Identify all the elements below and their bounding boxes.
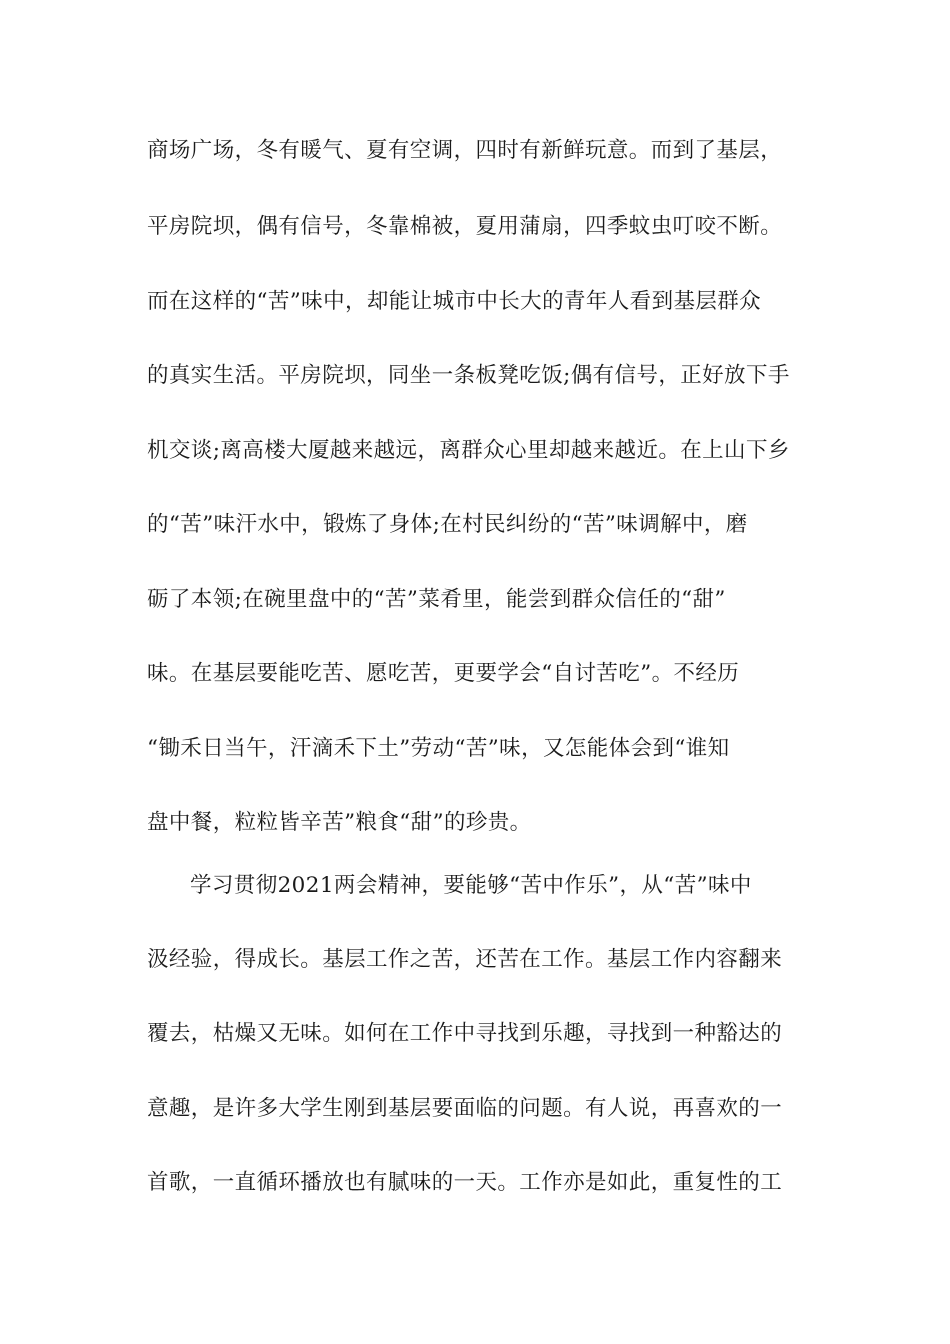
text-line-6: 的“苦”味汗水中，锻炼了身体;在村民纠纷的“苦”味调解中，磨 <box>147 512 748 537</box>
text-line-5: 机交谈;离高楼大厦越来越远，离群众心里却越来越近。在上山下乡 <box>147 438 790 463</box>
text-line-15: 首歌，一直循环播放也有腻味的一天。工作亦是如此，重复性的工 <box>147 1170 783 1195</box>
text-line-2: 平房院坝，偶有信号，冬靠棉被，夏用蒲扇，四季蚊虫叮咬不断。 <box>147 214 783 239</box>
text-line-12: 汲经验，得成长。基层工作之苦，还苦在工作。基层工作内容翻来 <box>147 947 783 972</box>
text-line-9: “锄禾日当午，汗滴禾下土”劳动“苦”味，又怎能体会到“谁知 <box>147 736 730 761</box>
text-line-3: 而在这样的“苦”味中，却能让城市中长大的青年人看到基层群众 <box>147 289 762 314</box>
text-line-14: 意趣，是许多大学生刚到基层要面临的问题。有人说，再喜欢的一 <box>147 1096 783 1121</box>
text-line-4: 的真实生活。平房院坝，同坐一条板凳吃饭;偶有信号，正好放下手 <box>147 363 790 388</box>
text-line-1: 商场广场，冬有暖气、夏有空调，四时有新鲜玩意。而到了基层， <box>147 138 783 163</box>
text-line-10: 盘中餐，粒粒皆辛苦”粮食“甜”的珍贵。 <box>147 810 532 835</box>
text-line-13: 覆去，枯燥又无味。如何在工作中寻找到乐趣，寻找到一种豁达的 <box>147 1021 783 1046</box>
text-line-7: 砺了本领;在碗里盘中的“苦”菜肴里，能尝到群众信任的“甜” <box>147 587 726 612</box>
text-line-8: 味。在基层要能吃苦、愿吃苦，更要学会“自讨苦吃”。不经历 <box>147 661 740 686</box>
paragraph-start-line: 学习贯彻2021两会精神，要能够“苦中作乐”，从“苦”味中 <box>190 873 752 898</box>
